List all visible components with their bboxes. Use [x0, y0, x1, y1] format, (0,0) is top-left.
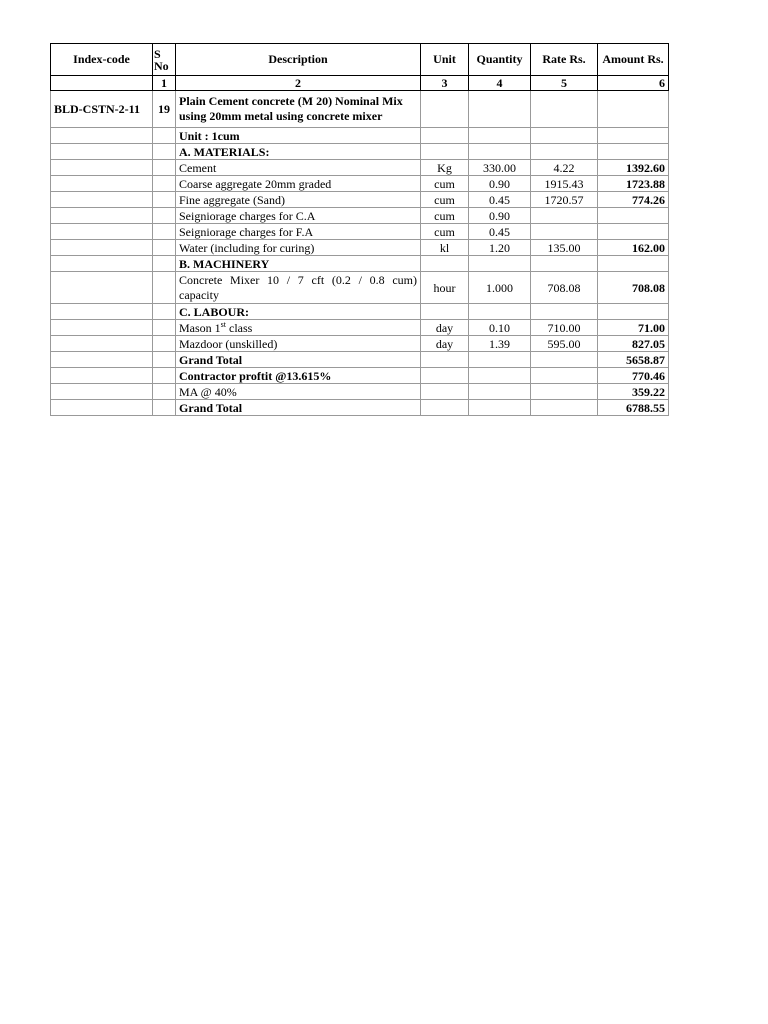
material-unit: cum — [421, 192, 469, 208]
header-row — [51, 44, 669, 76]
material-rate: 135.00 — [531, 240, 598, 256]
header-unit: Unit — [421, 44, 469, 76]
grand-total-amount: 6788.55 — [598, 400, 669, 416]
material-unit: cum — [421, 208, 469, 224]
material-quantity: 1.20 — [469, 240, 531, 256]
material-amount — [598, 224, 669, 240]
material-description: Water (including for curing) — [176, 240, 421, 256]
total-amount: 5658.87 — [598, 352, 669, 368]
labour-rate: 595.00 — [531, 336, 598, 352]
labour-amount: 71.00 — [598, 320, 669, 336]
material-description: Seigniorage charges for F.A — [176, 224, 421, 240]
machinery-rate: 708.08 — [531, 272, 598, 304]
column-number: 5 — [531, 76, 598, 91]
column-number-blank — [51, 76, 153, 91]
material-quantity: 0.45 — [469, 224, 531, 240]
item-row — [51, 91, 669, 128]
labour-rate: 710.00 — [531, 320, 598, 336]
column-number: 3 — [421, 76, 469, 91]
material-quantity: 0.90 — [469, 208, 531, 224]
material-amount: 1723.88 — [598, 176, 669, 192]
unit-line: Unit : 1cum — [176, 128, 421, 144]
material-unit: kl — [421, 240, 469, 256]
section-labour-heading: C. LABOUR: — [176, 304, 421, 320]
machinery-quantity: 1.000 — [469, 272, 531, 304]
material-description: Seigniorage charges for C.A — [176, 208, 421, 224]
material-row — [51, 160, 669, 176]
machinery-row — [51, 272, 669, 304]
total-row — [51, 352, 669, 368]
material-unit: cum — [421, 224, 469, 240]
column-number: 4 — [469, 76, 531, 91]
material-row — [51, 192, 669, 208]
grand-total-label: Grand Total — [176, 400, 421, 416]
machinery-unit: hour — [421, 272, 469, 304]
material-rate — [531, 208, 598, 224]
labour-quantity: 1.39 — [469, 336, 531, 352]
section-heading-row — [51, 304, 669, 320]
material-rate — [531, 224, 598, 240]
column-number: 2 — [176, 76, 421, 91]
material-row — [51, 208, 669, 224]
labour-description: Mazdoor (unskilled) — [176, 336, 421, 352]
material-rate: 1720.57 — [531, 192, 598, 208]
material-amount — [598, 208, 669, 224]
header-description: Description — [176, 44, 421, 76]
material-row — [51, 176, 669, 192]
material-description: Cement — [176, 160, 421, 176]
machinery-amount: 708.08 — [598, 272, 669, 304]
material-quantity: 330.00 — [469, 160, 531, 176]
contractor-profit-amount: 770.46 — [598, 368, 669, 384]
material-amount: 774.26 — [598, 192, 669, 208]
total-label: Grand Total — [176, 352, 421, 368]
material-rate: 4.22 — [531, 160, 598, 176]
material-quantity: 0.90 — [469, 176, 531, 192]
material-row — [51, 240, 669, 256]
total-row — [51, 384, 669, 400]
labour-row — [51, 336, 669, 352]
item-sno: 19 — [153, 91, 176, 128]
header-index-code: Index-code — [51, 44, 153, 76]
header-quantity: Quantity — [469, 44, 531, 76]
contractor-profit-label: Contractor proftit @13.615% — [176, 368, 421, 384]
material-quantity: 0.45 — [469, 192, 531, 208]
section-heading-row — [51, 144, 669, 160]
unit-line-row — [51, 128, 669, 144]
header-sno: S No — [153, 44, 176, 76]
material-unit: cum — [421, 176, 469, 192]
item-index-code: BLD-CSTN-2-11 — [51, 91, 153, 128]
rate-analysis-table — [50, 43, 669, 416]
material-amount: 162.00 — [598, 240, 669, 256]
material-row — [51, 224, 669, 240]
labour-description-tail: class — [226, 320, 253, 335]
material-rate: 1915.43 — [531, 176, 598, 192]
labour-quantity: 0.10 — [469, 320, 531, 336]
total-row — [51, 400, 669, 416]
section-materials-heading: A. MATERIALS: — [176, 144, 421, 160]
section-heading-row — [51, 256, 669, 272]
labour-description-sup: st — [220, 319, 227, 329]
section-machinery-heading: B. MACHINERY — [176, 256, 421, 272]
labour-unit: day — [421, 336, 469, 352]
labour-row — [51, 320, 669, 336]
header-amount: Amount Rs. — [598, 44, 669, 76]
material-amount: 1392.60 — [598, 160, 669, 176]
ma-amount: 359.22 — [598, 384, 669, 400]
material-description: Fine aggregate (Sand) — [176, 192, 421, 208]
header-rate: Rate Rs. — [531, 44, 598, 76]
total-row — [51, 368, 669, 384]
column-number: 6 — [598, 76, 669, 91]
ma-label: MA @ 40% — [176, 384, 421, 400]
material-description: Coarse aggregate 20mm graded — [176, 176, 421, 192]
material-unit: Kg — [421, 160, 469, 176]
labour-description — [176, 320, 421, 336]
labour-description-main: Mason 1 — [179, 320, 221, 335]
column-number: 1 — [153, 76, 176, 91]
labour-amount: 827.05 — [598, 336, 669, 352]
item-description: Plain Cement concrete (M 20) Nominal Mix using 20mm metal using concrete mixer — [176, 91, 421, 128]
column-number-row — [51, 76, 669, 91]
machinery-description: Concrete Mixer 10 / 7 cft (0.2 / 0.8 cum) capacity — [176, 272, 421, 304]
labour-unit: day — [421, 320, 469, 336]
